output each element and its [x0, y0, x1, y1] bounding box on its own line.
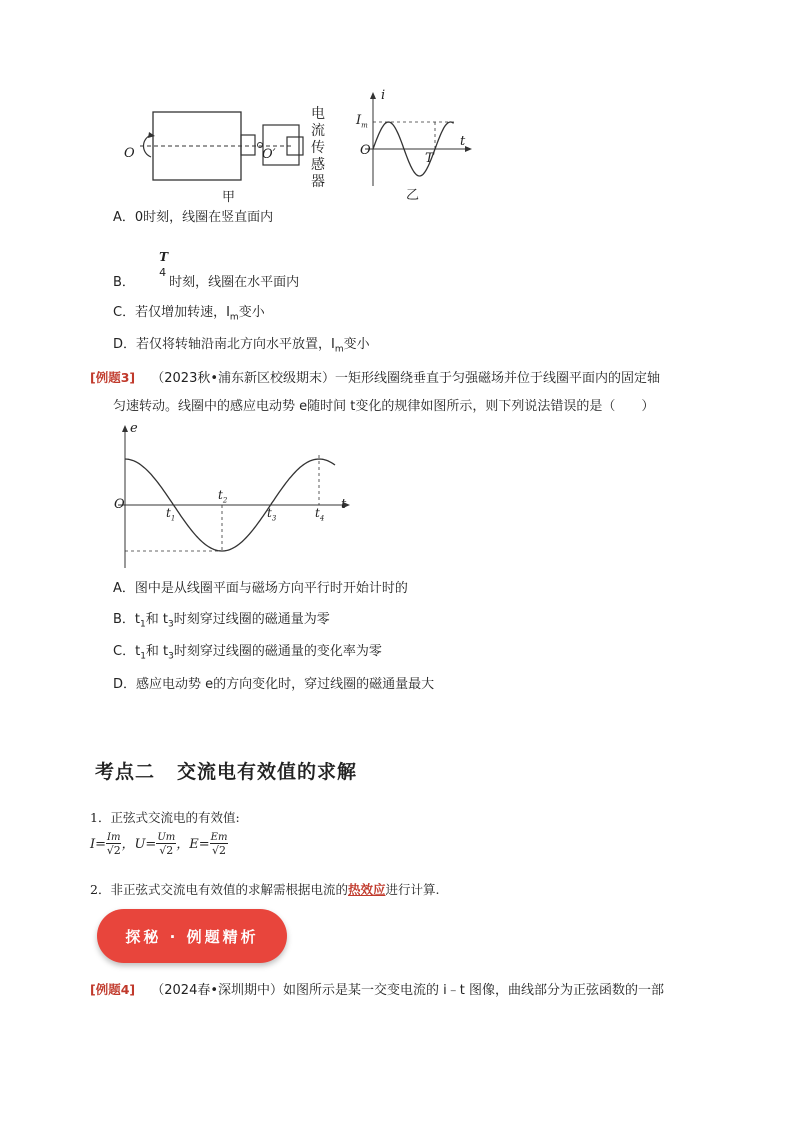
axis-t-label: t	[460, 134, 466, 149]
label-O-left: O	[124, 146, 135, 161]
caption-jia: 甲	[222, 190, 236, 205]
ex3-option-b: B．$t_1$和 $t_3$时刻穿过线圈的磁通量为零	[113, 612, 330, 630]
example3-line1: [例题3] （2023秋•浦东新区校级期末）一矩形线圈绕垂直于匀强磁场并位于线圈平面内的固定轴	[90, 370, 661, 386]
t2-label: $t_2$	[218, 488, 228, 505]
section-title: 交流电有效值的求解	[177, 761, 358, 783]
option-d: D．若仅将转轴沿南北方向水平放置，$I_m$变小	[113, 337, 370, 355]
section-label: 考点二	[95, 761, 156, 783]
example-badge: 探秘 · 例题精析	[97, 909, 287, 963]
effective-value-formula: I= $\frac{Im}{√2}$ ，U= $\frac{Um}{√2}$ ，E= $\frac{Em}{√2}$	[90, 832, 228, 857]
option-a: A．0时刻，线圈在竖直面内	[113, 210, 274, 225]
label-O-prime: O′	[262, 147, 276, 162]
graph-origin-label: O	[360, 143, 371, 158]
axis-t-label-2: t	[341, 497, 347, 512]
Im-label: $I_m$	[356, 113, 368, 130]
thermal-effect-highlight: 热效应	[347, 882, 386, 897]
t3-label: $t_3$	[267, 506, 277, 523]
point2-text: 2．非正弦式交流电有效值的求解需根据电流的热效应进行计算.	[90, 882, 440, 897]
caption-yi: 乙	[406, 188, 420, 203]
t1-label: $t_1$	[166, 506, 176, 523]
axis-i-label: i	[381, 88, 386, 103]
ex3-option-a: A．图中是从线圈平面与磁场方向平行时开始计时的	[113, 581, 408, 596]
b-frac-num: T	[159, 250, 168, 264]
axis-e-label: e	[130, 421, 138, 436]
sensor-label: 电流传感器	[311, 106, 325, 190]
option-c: C．若仅增加转速，$I_m$变小	[113, 305, 265, 323]
example3-line2: 匀速转动。线圈中的感应电动势 e随时间 t变化的规律如图所示，则下列说法错误的是（ ）	[113, 399, 655, 414]
ex3-option-d: D．感应电动势 e的方向变化时，穿过线圈的磁通量最大	[113, 677, 435, 692]
emf-time-graph	[110, 422, 360, 570]
t4-label: $t_4$	[315, 506, 325, 523]
emf-origin-label: O	[114, 497, 125, 512]
option-b: B． T 4 时刻，线圈在水平面内	[113, 250, 300, 290]
b-frac-den: 4	[159, 266, 167, 279]
ex3-option-c: C．$t_1$和 $t_3$时刻穿过线圈的磁通量的变化率为零	[113, 644, 382, 662]
point1-text: 1．正弦式交流电的有效值:	[90, 810, 240, 825]
example4-line1: [例题4] （2024春•深圳期中）如图所示是某一交变电流的 i﹣t 图像，曲线部分为正弦函数的一部	[90, 982, 664, 998]
section-heading	[95, 757, 357, 784]
T-label: T	[425, 151, 434, 166]
